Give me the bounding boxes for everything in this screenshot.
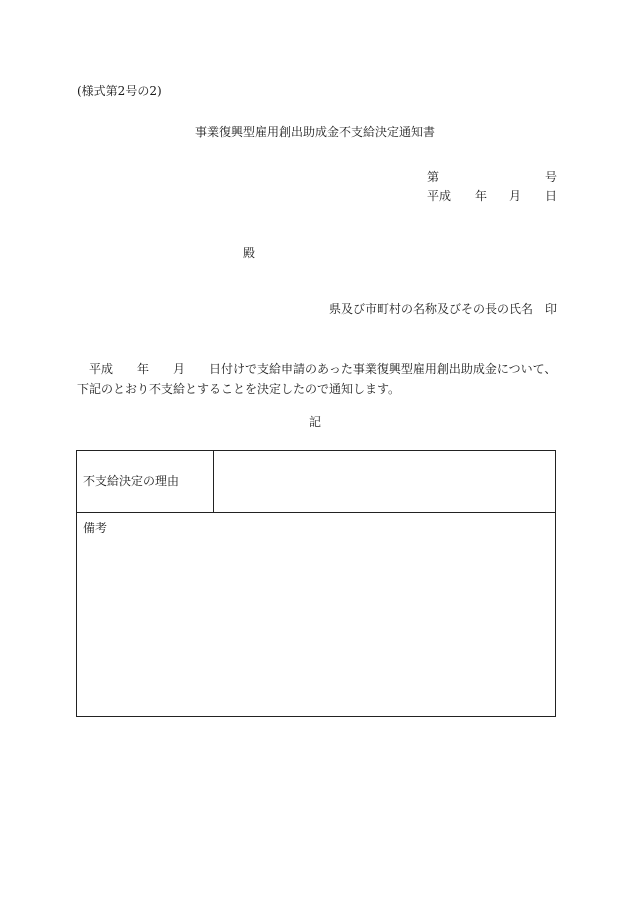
document-date-line <box>427 190 557 204</box>
remarks-label: 備考 <box>83 521 108 535</box>
reason-value-cell <box>215 451 555 512</box>
ki-heading: 記 <box>308 415 321 429</box>
addressee-suffix: 殿 <box>243 246 256 260</box>
date-day: 日 <box>544 189 557 203</box>
remarks-cell <box>77 513 555 716</box>
body-line-2: 下記のとおり不支給とすることを決定したので通知します。 <box>77 382 401 396</box>
document-title: 事業復興型雇用創出助成金不支給決定通知書 <box>194 125 435 139</box>
reason-row <box>77 451 555 513</box>
reason-label: 不支給決定の理由 <box>83 474 180 488</box>
reason-label-cell <box>77 451 214 512</box>
date-era: 平成 <box>427 189 452 203</box>
sender-signature-line: 県及び市町村の名称及びその長の氏名 印 <box>328 302 557 316</box>
document-number-line <box>427 171 557 185</box>
form-number: (様式第2号の2) <box>77 84 162 98</box>
body-line-1: 平成 年 月 日付けで支給申請のあった事業復興型雇用創出助成金について、 <box>89 362 557 376</box>
number-suffix: 号 <box>544 170 557 184</box>
date-month: 月 <box>509 189 522 203</box>
date-year: 年 <box>475 189 488 203</box>
number-prefix: 第 <box>427 170 440 184</box>
decision-table <box>76 450 556 717</box>
notice-body <box>77 359 557 399</box>
